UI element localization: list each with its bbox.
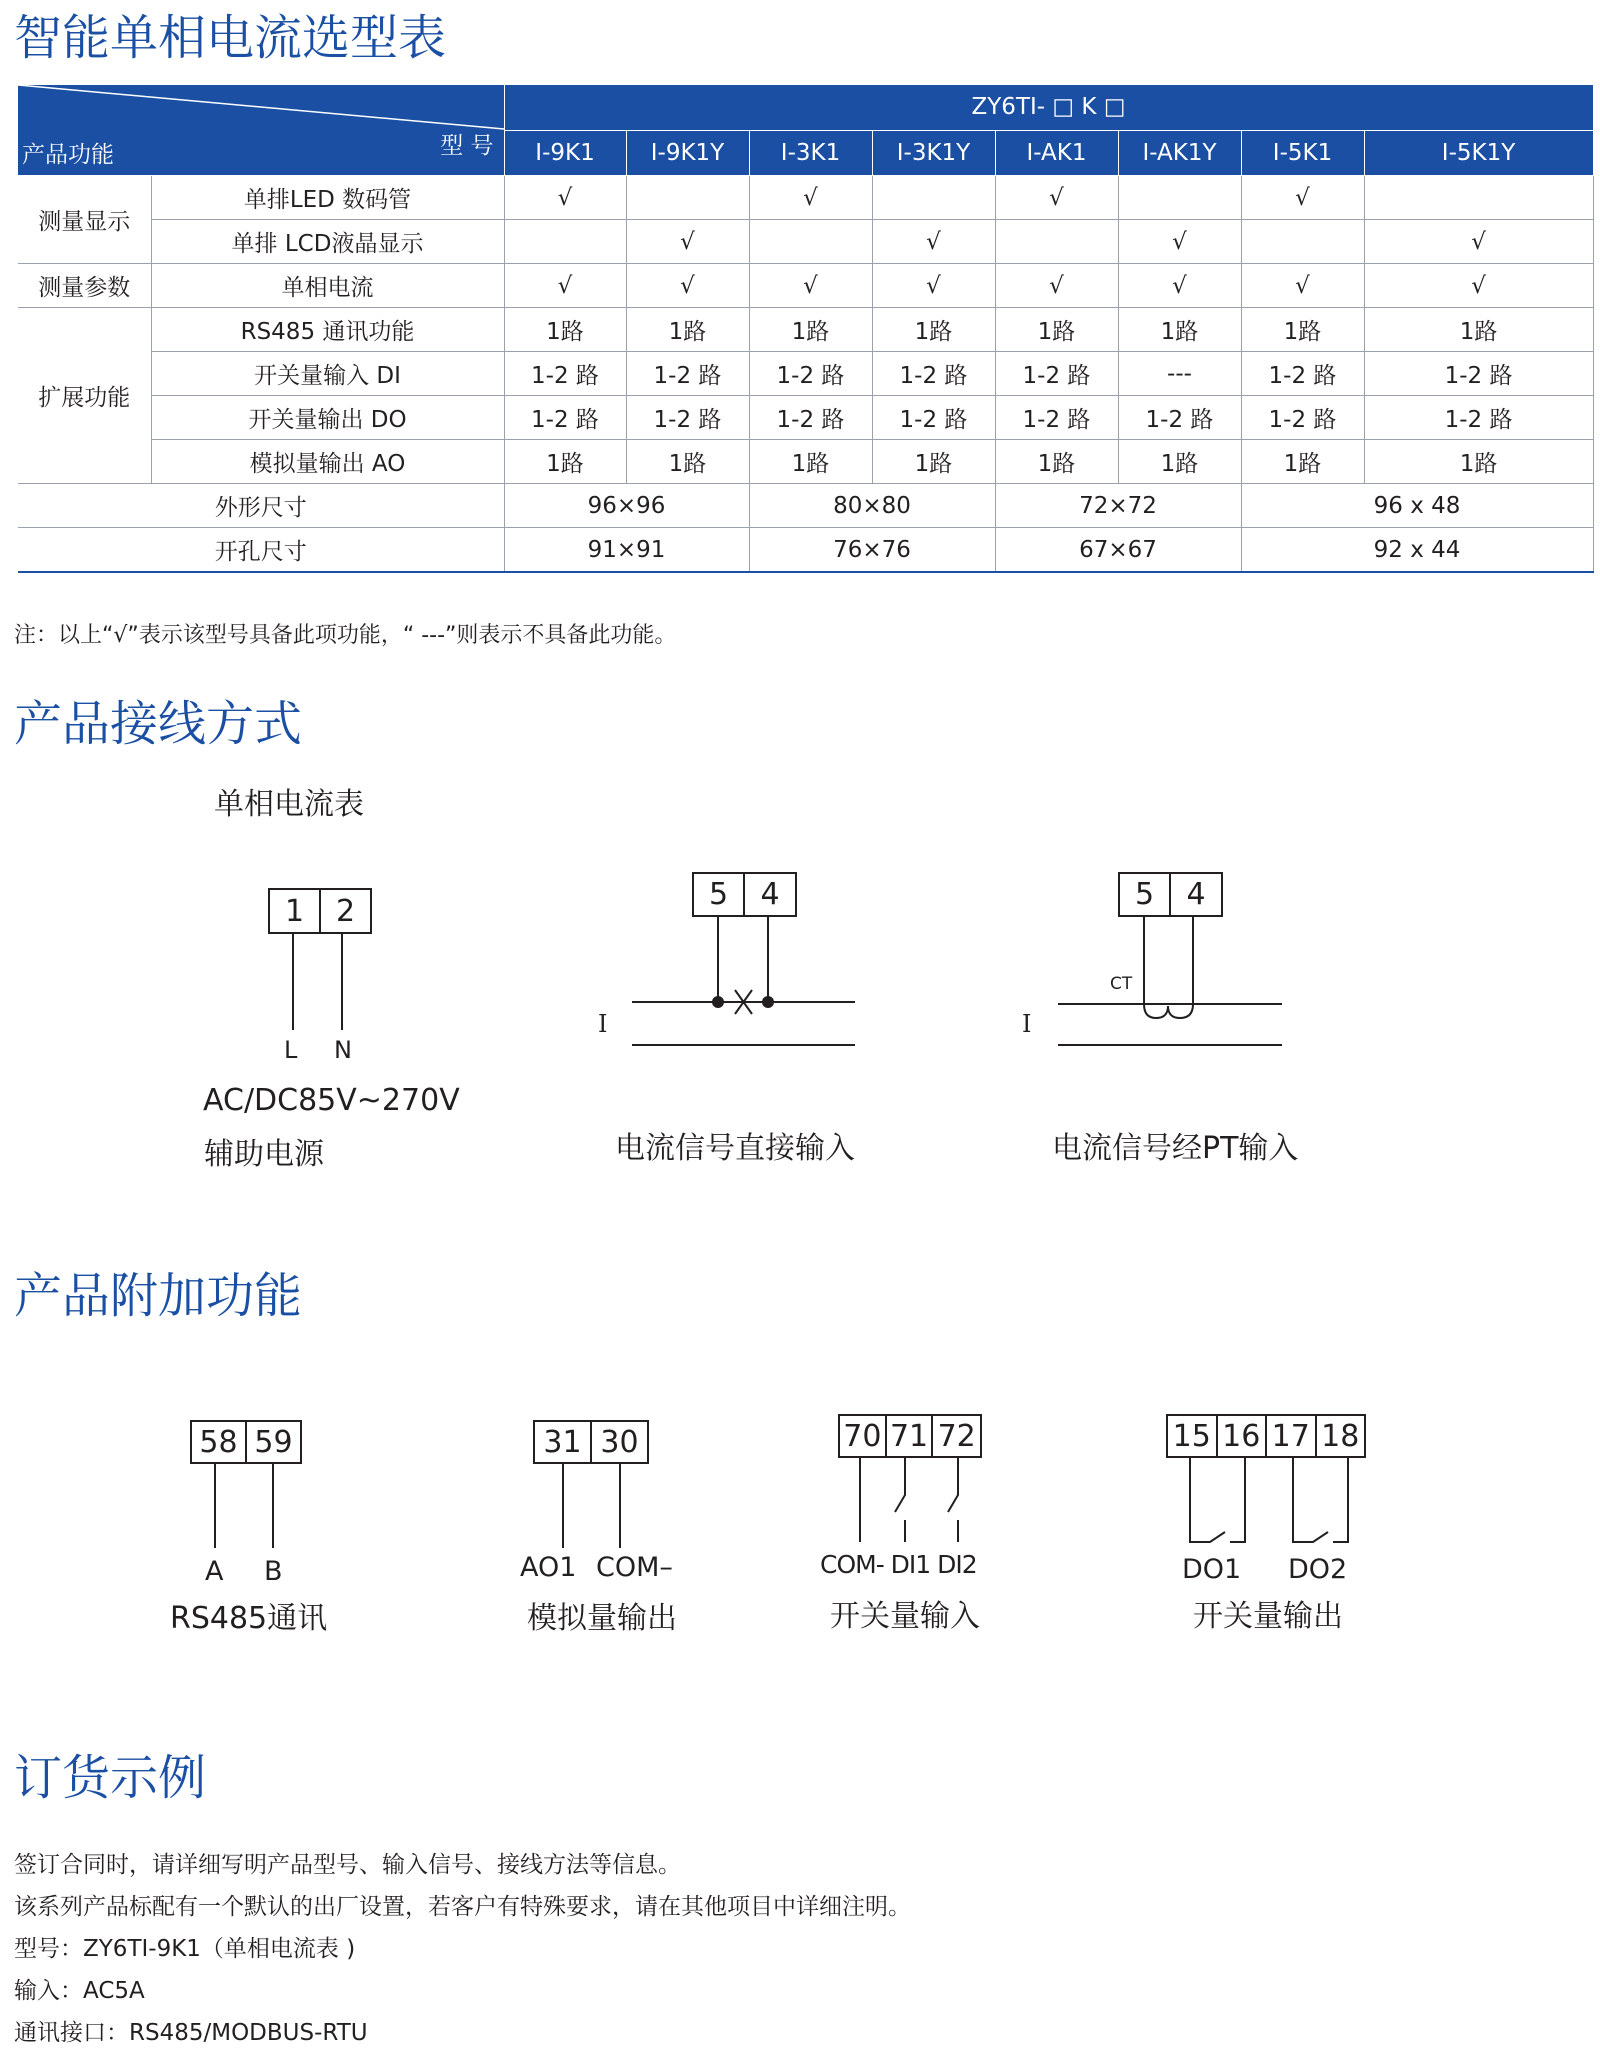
table-cell: 1-2 路 [1241,396,1364,440]
group-label: 扩展功能 [18,308,151,484]
model-header: I-3K1 [749,130,872,176]
table-cell: 1路 [626,308,749,352]
row-label: 单排LED 数码管 [151,176,504,220]
table-cell: 1路 [1118,440,1241,484]
order-line: 通讯接口：RS485/MODBUS-RTU [14,2020,368,2046]
table-cell: 1-2 路 [1364,352,1593,396]
corner-model-label: 型 号 [440,133,494,159]
section-title-selection: 智能单相电流选型表 [14,10,447,66]
pt-caption: 电流信号经PT输入 [1052,1131,1299,1166]
di-terminal-labels: COM- DI1 DI2 [820,1550,977,1579]
table-cell: √ [995,176,1118,220]
direct-caption: 电流信号直接输入 [615,1131,855,1166]
meter-title: 单相电流表 [214,787,364,822]
table-cell: √ [872,220,995,264]
table-cell: √ [1118,220,1241,264]
table-cell: √ [1118,264,1241,308]
terminal-block-direct [692,872,797,917]
terminal: 5 [708,877,729,912]
corner-function-label: 产品功能 [22,142,114,168]
table-cell: 1路 [995,440,1118,484]
label-b: B [264,1556,283,1587]
table-cell: 1-2 路 [626,396,749,440]
row-label: 模拟量输出 AO [151,440,504,484]
section-title-extras: 产品附加功能 [14,1268,303,1324]
switch-di2 [948,1455,958,1542]
label-a: A [205,1556,224,1587]
current-label: I [598,1010,608,1038]
label-n: N [334,1036,352,1064]
terminal: 15 [1172,1418,1211,1454]
switch-di1 [895,1455,905,1542]
row-label: 单排 LCD液晶显示 [151,220,504,264]
table-cell: 92 x 44 [1241,528,1593,573]
power-caption: 辅助电源 [204,1137,324,1172]
table-cell: --- [1118,352,1241,396]
order-line: 该系列产品标配有一个默认的出厂设置，若客户有特殊要求，请在其他项目中详细注明。 [14,1894,911,1920]
table-note: 注：以上“√”表示该型号具备此项功能，“ ---”则表示不具备此功能。 [14,623,677,648]
relay-do2 [1293,1455,1348,1542]
table-cell: √ [1241,264,1364,308]
terminal: 4 [1169,874,1221,915]
terminal-block-pt [1118,872,1223,917]
table-cell: √ [749,264,872,308]
rs485-caption: RS485通讯 [170,1601,328,1636]
row-label: 开关量输出 DO [151,396,504,440]
terminal: 31 [543,1424,582,1460]
table-cell: 1路 [1241,440,1364,484]
table-cell: 1-2 路 [995,352,1118,396]
terminal-block-do [1166,1414,1366,1458]
table-cell: 1路 [1364,308,1593,352]
series-label: ZY6TI- □ K □ [504,85,1593,131]
section-title-order: 订货示例 [14,1750,207,1806]
group-label: 测量参数 [18,264,151,308]
model-header: I-9K1Y [626,130,749,176]
row-label: 外形尺寸 [18,484,504,528]
table-cell: 1-2 路 [1118,396,1241,440]
table-cell: 91×91 [504,528,749,573]
terminal: 18 [1315,1416,1365,1456]
table-cell: 1路 [749,440,872,484]
table-cell: 1路 [872,440,995,484]
table-cell: 1-2 路 [872,352,995,396]
order-line: 型号：ZY6TI-9K1（单相电流表 ) [14,1936,356,1962]
table-cell: 1-2 路 [504,396,626,440]
table-cell: 80×80 [749,484,995,528]
table-cell: √ [1241,176,1364,220]
table-cell: √ [504,264,626,308]
model-header: I-9K1 [504,130,626,176]
terminal: 17 [1265,1416,1315,1456]
group-label: 测量显示 [18,176,151,264]
table-cell: 1路 [626,440,749,484]
terminal: 4 [743,874,795,915]
table-cell: 1-2 路 [995,396,1118,440]
table-cell: 72×72 [995,484,1241,528]
relay-do1 [1190,1455,1245,1542]
terminal: 16 [1216,1416,1266,1456]
model-header: I-5K1 [1241,130,1364,176]
table-cell: 1-2 路 [872,396,995,440]
table-cell: √ [749,176,872,220]
table-cell: 1-2 路 [749,396,872,440]
section-title-wiring: 产品接线方式 [14,696,303,752]
terminal: 58 [199,1424,238,1460]
ao-caption: 模拟量输出 [527,1601,677,1636]
table-cell: √ [626,264,749,308]
table-cell: 67×67 [995,528,1241,573]
current-label: I [1022,1010,1032,1038]
model-header: I-AK1 [995,130,1118,176]
model-header: I-3K1Y [872,130,995,176]
row-label: 开孔尺寸 [18,528,504,573]
label-do1: DO1 [1182,1554,1242,1585]
table-cell: √ [626,220,749,264]
table-cell: √ [1364,264,1593,308]
label-com: COM– [596,1552,673,1583]
terminal-block-di [838,1414,982,1458]
ct-coil [1144,1004,1193,1018]
table-cell: 1路 [1364,440,1593,484]
ct-label: CT [1110,974,1133,994]
table-cell: 96×96 [504,484,749,528]
terminal: 5 [1134,877,1155,912]
table-cell: 96 x 48 [1241,484,1593,528]
terminal: 72 [931,1416,980,1456]
table-cell: 1-2 路 [1364,396,1593,440]
table-cell: 1路 [749,308,872,352]
table-cell: 1路 [995,308,1118,352]
row-label: 开关量输入 DI [151,352,504,396]
table-cell: 1路 [872,308,995,352]
label-do2: DO2 [1288,1554,1348,1585]
terminal-block-rs485 [190,1420,302,1464]
terminal: 30 [590,1422,647,1462]
terminal: 2 [319,890,370,932]
order-line: 输入：AC5A [14,1978,145,2004]
table-cell: √ [504,176,626,220]
model-header: I-AK1Y [1118,130,1241,176]
terminal: 70 [843,1418,882,1454]
label-l: L [284,1036,298,1064]
terminal: 59 [245,1422,300,1462]
do-caption: 开关量输出 [1193,1599,1343,1634]
table-cell: 1-2 路 [1241,352,1364,396]
di-caption: 开关量输入 [830,1599,980,1634]
order-line: 签订合同时，请详细写明产品型号、输入信号、接线方法等信息。 [14,1852,681,1878]
junction-dot [762,996,774,1008]
terminal-block-ao [533,1420,649,1464]
junction-dot [712,996,724,1008]
table-cell: 1-2 路 [626,352,749,396]
model-header: I-5K1Y [1364,130,1593,176]
table-cell: 1路 [1118,308,1241,352]
label-ao1: AO1 [520,1552,577,1583]
table-cell: 1-2 路 [749,352,872,396]
table-cell: 1路 [504,440,626,484]
row-label: 单相电流 [151,264,504,308]
table-cell: 76×76 [749,528,995,573]
terminal: 1 [284,893,305,929]
table-cell: √ [995,264,1118,308]
voltage-label: AC/DC85V~270V [203,1083,460,1118]
terminal-block-power [268,888,372,934]
table-cell: 1路 [1241,308,1364,352]
table-cell: √ [1364,220,1593,264]
terminal: 71 [885,1416,932,1456]
table-cell: 1路 [504,308,626,352]
table-cell: 1-2 路 [504,352,626,396]
row-label: RS485 通讯功能 [151,308,504,352]
table-cell: √ [872,264,995,308]
